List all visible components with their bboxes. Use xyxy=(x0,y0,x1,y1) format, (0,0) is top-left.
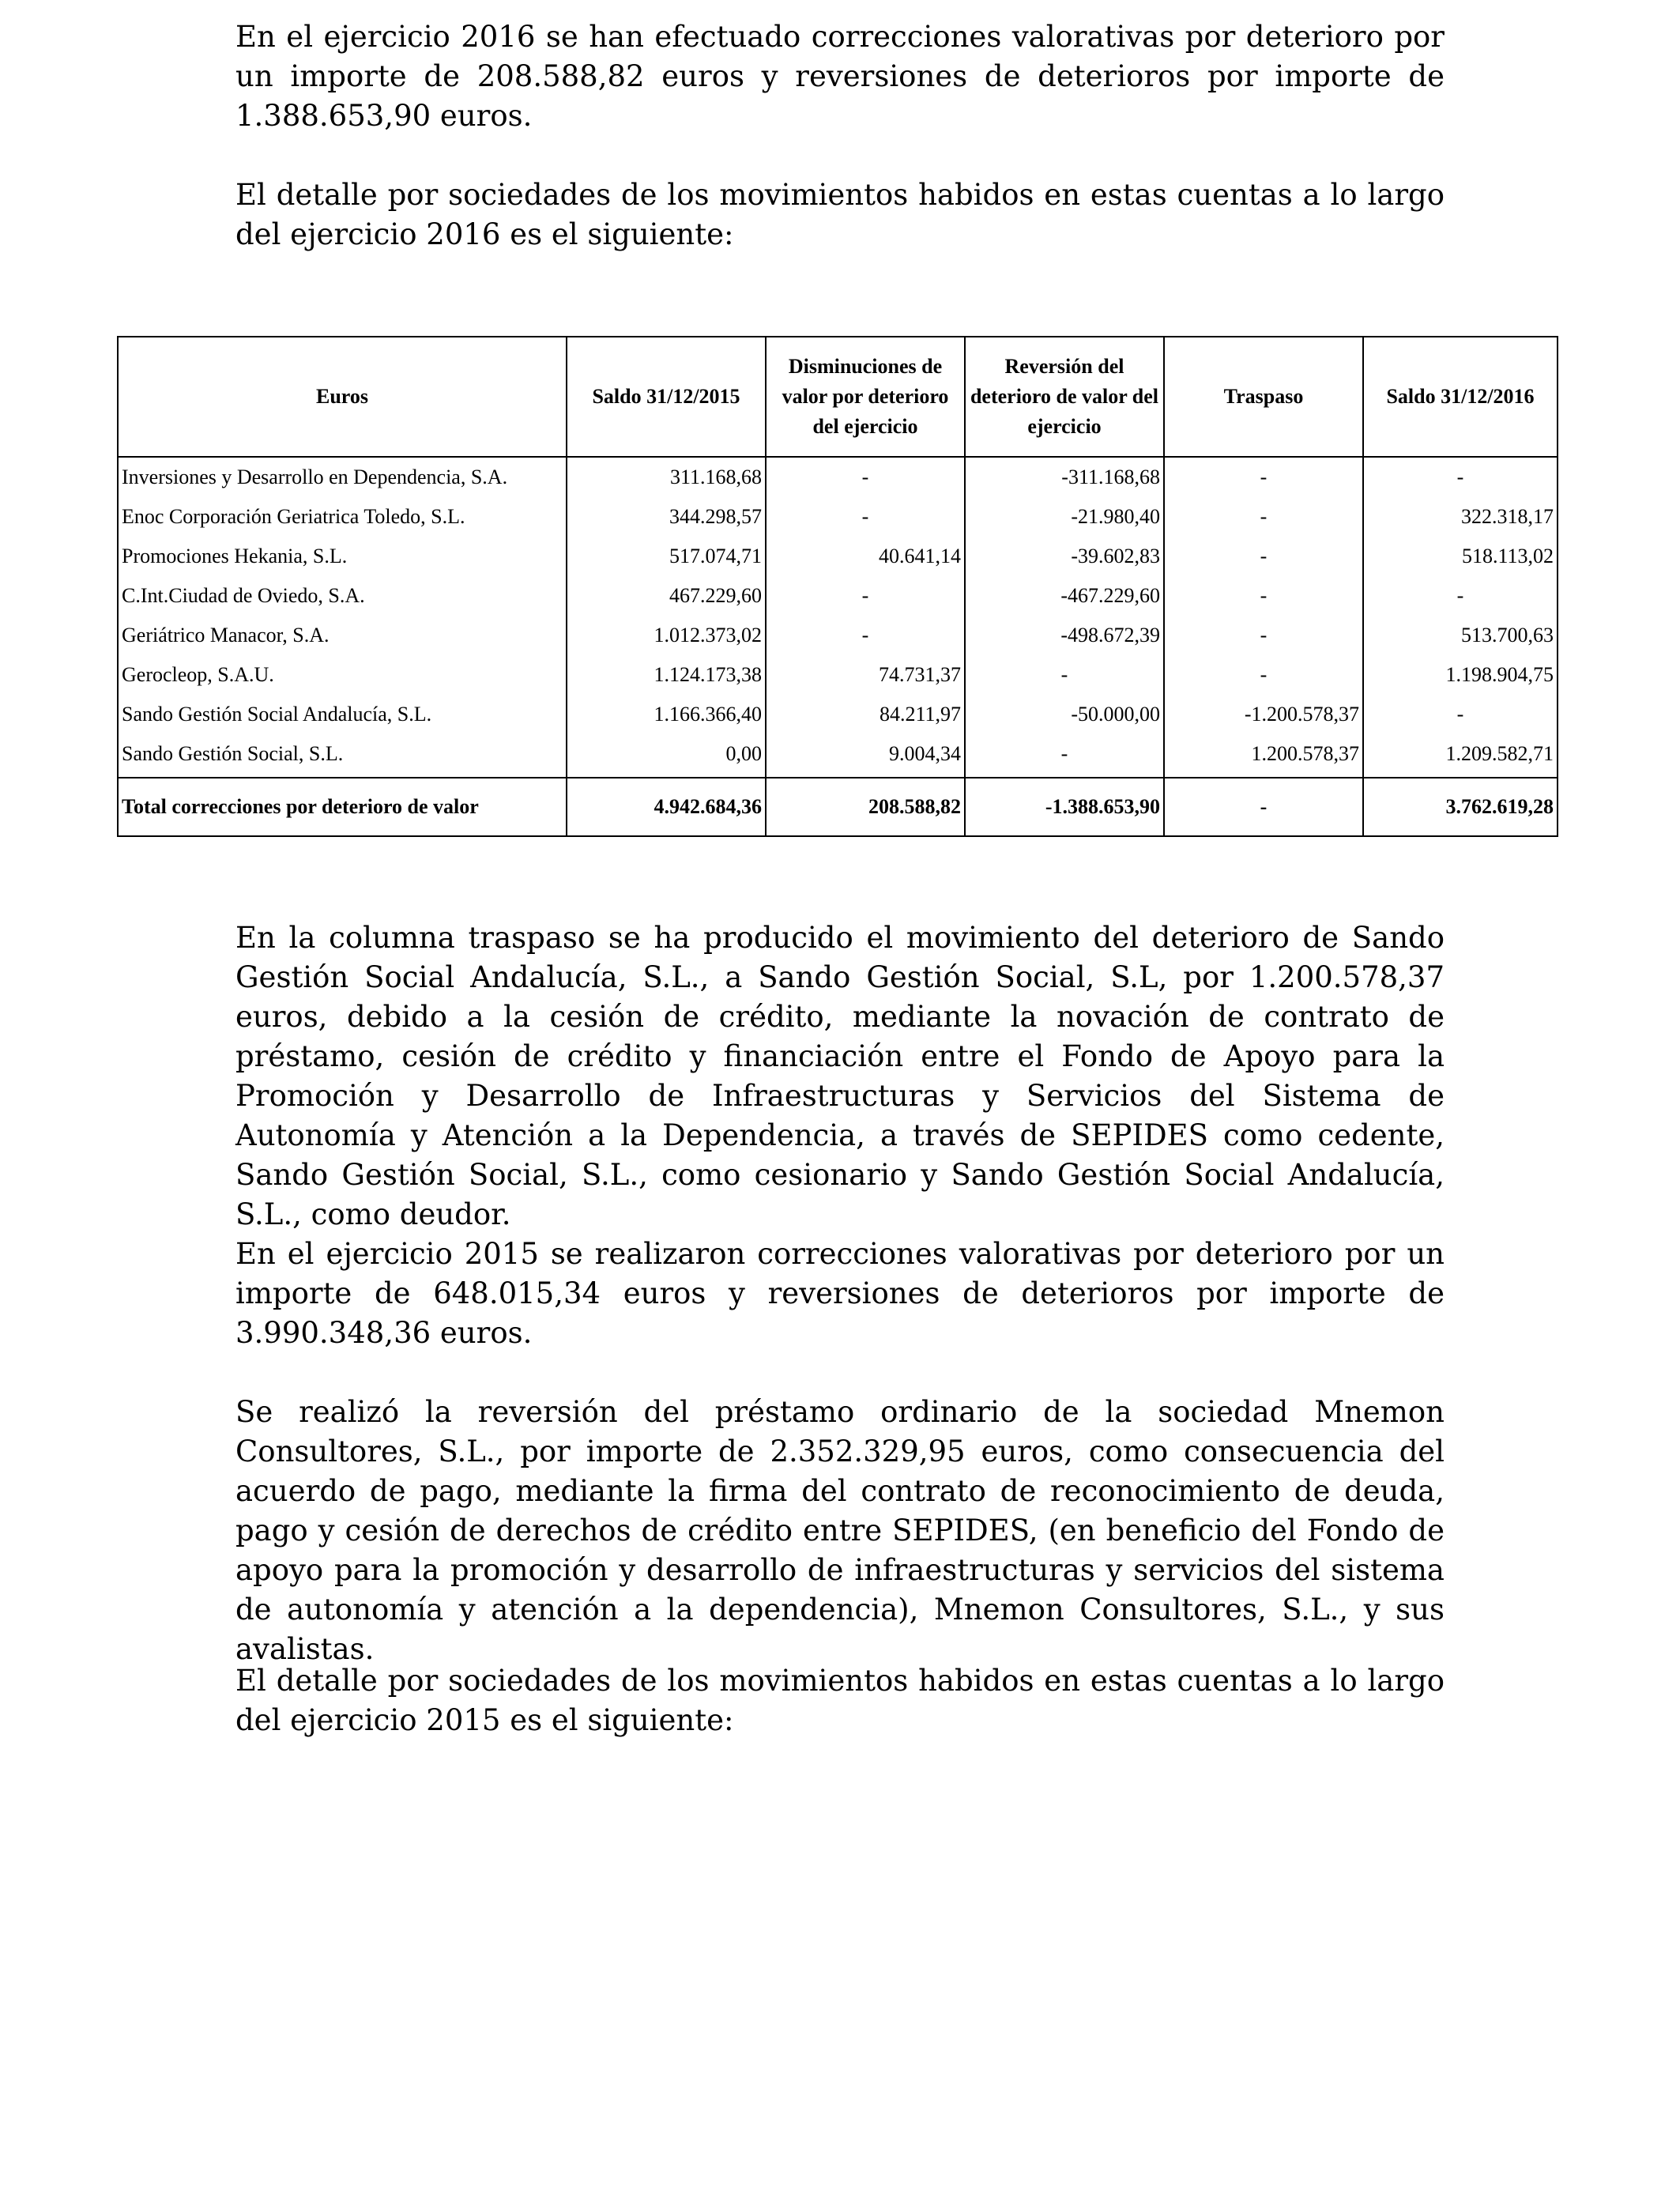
cell-reversion: -21.980,40 xyxy=(965,497,1164,537)
cell-company-name: Promociones Hekania, S.L. xyxy=(118,537,567,576)
table-row xyxy=(118,616,1558,655)
cell-disminuciones: 74.731,37 xyxy=(766,655,965,695)
cell-saldo-2016: 1.209.582,71 xyxy=(1363,734,1558,778)
cell-saldo-2016: - xyxy=(1363,457,1558,497)
header-saldo-2015: Saldo 31/12/2015 xyxy=(567,337,766,457)
header-saldo-2016: Saldo 31/12/2016 xyxy=(1363,337,1558,457)
total-disminuciones: 208.588,82 xyxy=(766,778,965,836)
cell-company-name: Geriátrico Manacor, S.A. xyxy=(118,616,567,655)
paragraph-2015-detail-intro: El detalle por sociedades de los movimientos habidos en estas cuentas a lo largo del ejercicio 2015 es el siguiente: xyxy=(235,1664,1445,1737)
cell-saldo-2015: 311.168,68 xyxy=(567,457,766,497)
cell-disminuciones: - xyxy=(766,457,965,497)
cell-disminuciones: - xyxy=(766,576,965,616)
cell-reversion: -467.229,60 xyxy=(965,576,1164,616)
table-row xyxy=(118,655,1558,695)
deterioro-table-2016 xyxy=(117,336,1558,837)
cell-traspaso: - xyxy=(1164,497,1363,537)
cell-saldo-2015: 0,00 xyxy=(567,734,766,778)
cell-saldo-2015: 517.074,71 xyxy=(567,537,766,576)
cell-traspaso: - xyxy=(1164,537,1363,576)
cell-saldo-2015: 467.229,60 xyxy=(567,576,766,616)
table-row xyxy=(118,497,1558,537)
cell-reversion: -39.602,83 xyxy=(965,537,1164,576)
cell-saldo-2016: 322.318,17 xyxy=(1363,497,1558,537)
table-row xyxy=(118,537,1558,576)
paragraph-mnemon-reversion: Se realizó la reversión del préstamo ordinario de la sociedad Mnemon Consultores, S.L., por importe de 2.352.329,95 euros, como consecuencia del acuerdo de pago, mediante la firma del contrato de reconocimiento de deuda, pago y cesión de derechos de crédito entre SEPIDES, (en beneficio del Fondo de apoyo para la promoción y desarrollo de infraestructuras y servicios del sistema de autonomía y atención a la dependencia), Mnemon Consultores, S.L., y sus avalistas. xyxy=(235,1395,1445,1666)
cell-saldo-2016: - xyxy=(1363,576,1558,616)
cell-company-name: Sando Gestión Social, S.L. xyxy=(118,734,567,778)
cell-company-name: Gerocleop, S.A.U. xyxy=(118,655,567,695)
total-traspaso: - xyxy=(1164,778,1363,836)
cell-traspaso: - xyxy=(1164,655,1363,695)
total-label: Total correcciones por deterioro de valor xyxy=(118,778,567,836)
cell-reversion: - xyxy=(965,655,1164,695)
cell-reversion: -311.168,68 xyxy=(965,457,1164,497)
cell-disminuciones: - xyxy=(766,497,965,537)
cell-saldo-2015: 344.298,57 xyxy=(567,497,766,537)
cell-disminuciones: - xyxy=(766,616,965,655)
cell-company-name: Enoc Corporación Geriatrica Toledo, S.L. xyxy=(118,497,567,537)
cell-disminuciones: 9.004,34 xyxy=(766,734,965,778)
table-row xyxy=(118,576,1558,616)
cell-saldo-2016: 1.198.904,75 xyxy=(1363,655,1558,695)
cell-saldo-2015: 1.166.366,40 xyxy=(567,695,766,734)
cell-disminuciones: 84.211,97 xyxy=(766,695,965,734)
cell-traspaso: -1.200.578,37 xyxy=(1164,695,1363,734)
cell-saldo-2015: 1.012.373,02 xyxy=(567,616,766,655)
cell-saldo-2016: 513.700,63 xyxy=(1363,616,1558,655)
cell-disminuciones: 40.641,14 xyxy=(766,537,965,576)
cell-traspaso: - xyxy=(1164,616,1363,655)
paragraph-2016-detail-intro: El detalle por sociedades de los movimientos habidos en estas cuentas a lo largo del ejercicio 2016 es el siguiente: xyxy=(235,178,1445,251)
header-disminuciones: Disminuciones de valor por deterioro del ejercicio xyxy=(766,337,965,457)
cell-company-name: Inversiones y Desarrollo en Dependencia, S.A. xyxy=(118,457,567,497)
cell-reversion: - xyxy=(965,734,1164,778)
cell-reversion: -50.000,00 xyxy=(965,695,1164,734)
cell-traspaso: 1.200.578,37 xyxy=(1164,734,1363,778)
cell-company-name: Sando Gestión Social Andalucía, S.L. xyxy=(118,695,567,734)
total-reversion: -1.388.653,90 xyxy=(965,778,1164,836)
cell-saldo-2015: 1.124.173,38 xyxy=(567,655,766,695)
table-header-row xyxy=(118,337,1558,457)
table-total-row xyxy=(118,778,1558,836)
cell-saldo-2016: 518.113,02 xyxy=(1363,537,1558,576)
table-row xyxy=(118,695,1558,734)
table-row xyxy=(118,457,1558,497)
paragraph-2015-summary: En el ejercicio 2015 se realizaron correcciones valorativas por deterioro por un importe de 648.015,34 euros y reversiones de deterioros por importe de 3.990.348,36 euros. xyxy=(235,1237,1445,1350)
total-saldo-2016: 3.762.619,28 xyxy=(1363,778,1558,836)
cell-saldo-2016: - xyxy=(1363,695,1558,734)
cell-reversion: -498.672,39 xyxy=(965,616,1164,655)
header-reversion: Reversión del deterioro de valor del ejercicio xyxy=(965,337,1164,457)
header-euros: Euros xyxy=(118,337,567,457)
total-saldo-2015: 4.942.684,36 xyxy=(567,778,766,836)
paragraph-2016-summary: En el ejercicio 2016 se han efectuado correcciones valorativas por deterioro por un importe de 208.588,82 euros y reversiones de deterioros por importe de 1.388.653,90 euros. xyxy=(235,20,1445,133)
cell-company-name: C.Int.Ciudad de Oviedo, S.A. xyxy=(118,576,567,616)
cell-traspaso: - xyxy=(1164,576,1363,616)
cell-traspaso: - xyxy=(1164,457,1363,497)
table-row xyxy=(118,734,1558,778)
header-traspaso: Traspaso xyxy=(1164,337,1363,457)
paragraph-traspaso: En la columna traspaso se ha producido el movimiento del deterioro de Sando Gestión Social Andalucía, S.L., a Sando Gestión Social, S.L, por 1.200.578,37 euros, debido a la cesión de crédito, mediante la novación de contrato de préstamo, cesión de crédito y financiación entre el Fondo de Apoyo para la Promoción y Desarrollo de Infraestructuras y Servicios del Sistema de Autonomía y Atención a la Dependencia, a través de SEPIDES como cedente, Sando Gestión Social, S.L., como cesionario y Sando Gestión Social Andalucía, S.L., como deudor. xyxy=(235,921,1445,1231)
